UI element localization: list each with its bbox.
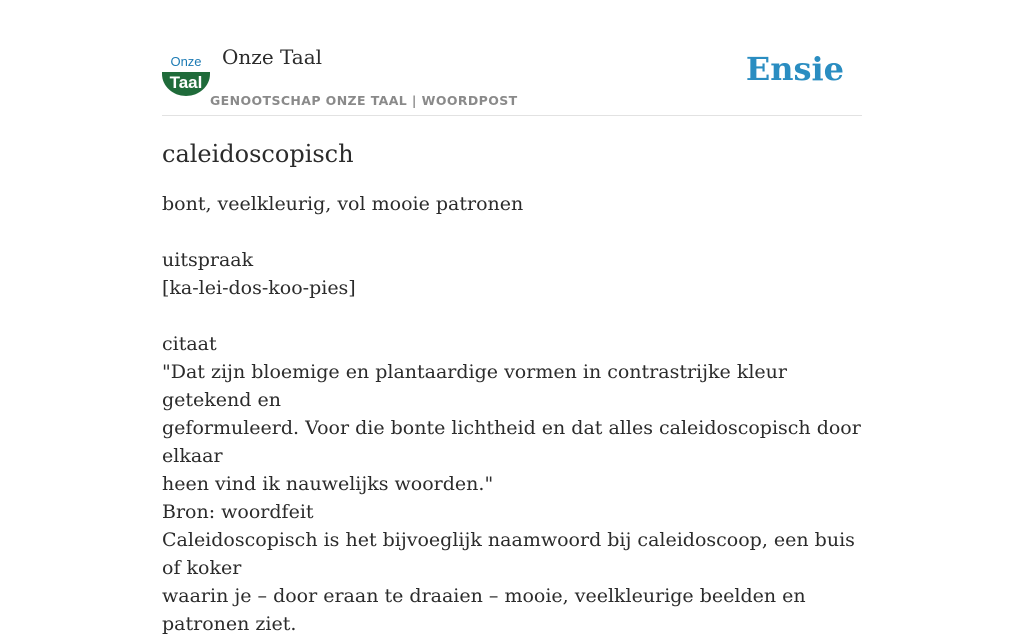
- ensie-brand[interactable]: Ensie: [745, 50, 844, 88]
- quote-label: citaat: [162, 333, 217, 355]
- quote-line: "Dat zijn bloemige en plantaardige vormen in contrastrijke kleur getekend en: [162, 361, 787, 411]
- onze-taal-logo: [162, 52, 210, 96]
- pronunciation-value: [ka-lei-dos-koo-pies]: [162, 277, 356, 299]
- pronunciation-label: uitspraak: [162, 249, 254, 271]
- word-card: [162, 0, 862, 635]
- quote-source: Bron: woordfeit: [162, 501, 314, 523]
- entry-content: [162, 138, 862, 638]
- site-name[interactable]: Onze Taal: [222, 45, 323, 69]
- spacer: [162, 302, 862, 330]
- quote-line: heen vind ik nauwelijks woorden.": [162, 473, 494, 495]
- quote-line: geformuleerd. Voor die bonte lichtheid en dat alles caleidoscopisch door elkaar: [162, 417, 861, 467]
- entry-definition: bont, veelkleurig, vol mooie patronen: [162, 193, 524, 215]
- site-subtitle[interactable]: GENOOTSCHAP ONZE TAAL | WOORDPOST: [210, 93, 518, 108]
- card-header: [162, 0, 862, 116]
- entry-word: caleidoscopisch: [162, 140, 354, 168]
- explanation-line: waarin je – door eraan te draaien – mooie, veelkleurige beelden en patronen ziet.: [162, 585, 806, 635]
- explanation-line: Caleidoscopisch is het bijvoeglijk naamwoord bij caleidoscoop, een buis of koker: [162, 529, 855, 579]
- logo-top-text: Onze: [170, 54, 202, 69]
- spacer: [162, 218, 862, 246]
- logo-bottom-text: Taal: [169, 73, 203, 92]
